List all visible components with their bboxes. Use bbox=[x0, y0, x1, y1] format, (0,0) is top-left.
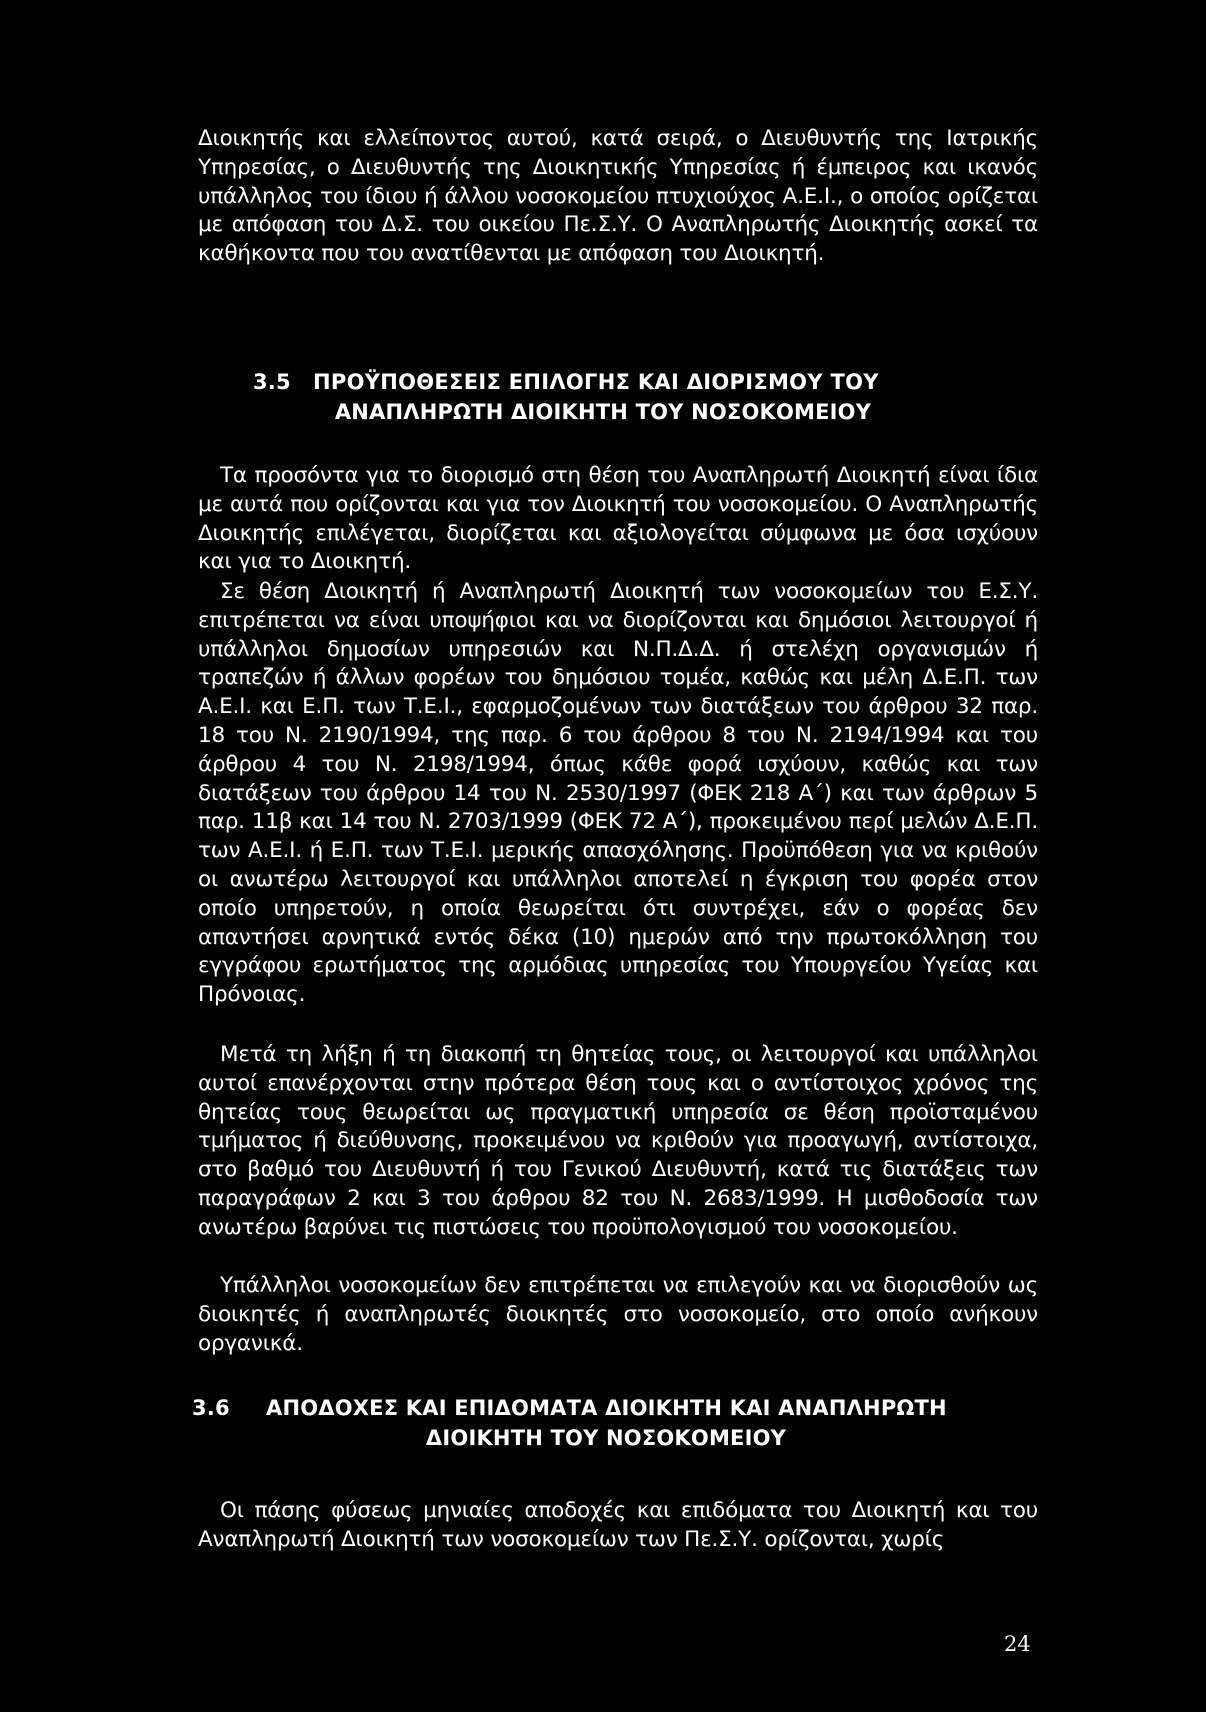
page-number: 24 bbox=[1004, 1632, 1031, 1656]
section-3-5-heading bbox=[253, 368, 953, 426]
section-3-6-title-line1: ΑΠΟΔΟΧΕΣ ΚΑΙ ΕΠΙΔΟΜΑΤΑ ΔΙΟΙΚΗΤΗ ΚΑΙ ΑΝΑΠΛΗΡΩΤΗ bbox=[266, 1396, 947, 1420]
intro-paragraph: Διοικητής και ελλείποντος αυτού, κατά σειρά, ο Διευθυντής της Ιατρικής Υπηρεσίας, ο Διευθυντής της Διοικητικής Υπηρεσίας ή έμπειρος και ικανός υπάλληλος του ίδιου ή άλλου νοσοκομείου πτυχιούχος Α.Ε.Ι., ο οποίος ορίζεται με απόφαση του Δ.Σ. του οικείου Πε.Σ.Υ. Ο Αναπληρωτής Διοικητής ασκεί τα καθήκοντα που του ανατίθενται με απόφαση του Διοικητή. bbox=[198, 126, 1038, 267]
section-3-5-paragraph-4: Υπάλληλοι νοσοκομείων δεν επιτρέπεται να επιλεγούν και να διορισθούν ως διοικητές ή αναπληρωτές διοικητές στο νοσοκομείο, στο οποίο ανήκουν οργανικά. bbox=[198, 1273, 1038, 1356]
section-3-5-number: 3.5 bbox=[253, 370, 291, 394]
section-3-5-title-line2: ΑΝΑΠΛΗΡΩΤΗ ΔΙΟΙΚΗΤΗ ΤΟΥ ΝΟΣΟΚΟΜΕΙΟΥ bbox=[334, 400, 872, 424]
section-3-5-title-line1: ΠΡΟΫΠΟΘΕΣΕΙΣ ΕΠΙΛΟΓΗΣ ΚΑΙ ΔΙΟΡΙΣΜΟΥ ΤΟΥ bbox=[313, 370, 879, 394]
section-3-5-paragraph-1: Τα προσόντα για το διορισμό στη θέση του Αναπληρωτή Διοικητή είναι ίδια με αυτά που ορίζονται και για τον Διοικητή του νοσοκομείου. Ο Αναπληρωτής Διοικητής επιλέγεται, διορίζεται και αξιολογείται σύμφωνα με όσα ισχύουν και για το Διοικητή. bbox=[198, 463, 1038, 575]
section-3-5-paragraph-2: Σε θέση Διοικητή ή Αναπληρωτή Διοικητή των νοσοκομείων του Ε.Σ.Υ. επιτρέπεται να είναι υποψήφιοι και να διορίζονται και δημόσιοι λειτουργοί ή υπάλληλοι δημοσίων υπηρεσιών και Ν.Π.Δ.Δ. ή στελέχη οργανισμών ή τραπεζών ή άλλων φορέων του δημόσιου τομέα, καθώς και μέλη Δ.Ε.Π. των Α.Ε.Ι. και Ε.Π. των Τ.Ε.Ι., εφαρμοζομένων των διατάξεων του άρθρου 32 παρ. 18 του Ν. 2190/1994, της παρ. 6 του άρθρου 8 του Ν. 2194/1994 και του άρθρου 4 του Ν. 2198/1994, όπως κάθε φορά ισχύουν, καθώς και των διατάξεων του άρθρου 14 του Ν. 2530/1997 (ΦΕΚ 218 Α΄) και των άρθρων 5 παρ. 11β και 14 του Ν. 2703/1999 (ΦΕΚ 72 Α΄), προκειμένου περί μελών Δ.Ε.Π. των Α.Ε.Ι. ή Ε.Π. των Τ.Ε.Ι. μερικής απασχόλησης. Προϋπόθεση για να κριθούν οι ανωτέρω λειτουργοί και υπάλληλοι αποτελεί η έγκριση του φορέα στον οποίο υπηρετούν, η οποία θεωρείται ότι συντρέχει, εάν ο φορέας δεν απαντήσει αρνητικά εντός δέκα (10) ημερών από την πρωτοκόλληση του εγγράφου ερωτήματος της αρμόδιας υπηρεσίας του Υπουργείου Υγείας και Πρόνοιας. bbox=[198, 579, 1038, 1008]
section-3-6-paragraph-1: Οι πάσης φύσεως μηνιαίες αποδοχές και επιδόματα του Διοικητή και του Αναπληρωτή Διοικητή των νοσοκομείων των Πε.Σ.Υ. ορίζονται, χωρίς bbox=[198, 1498, 1038, 1552]
section-3-5-paragraph-3: Μετά τη λήξη ή τη διακοπή τη θητείας τους, οι λειτουργοί και υπάλληλοι αυτοί επανέρχονται στην πρότερα θέση τους και ο αντίστοιχος χρόνος της θητείας τους θεωρείται ως πραγματική υπηρεσία σε θέση προϊσταμένου τμήματος ή διεύθυνσης, προκειμένου να κριθούν για προαγωγή, αντίστοιχα, στο βαθμό του Διευθυντή ή του Γενικού Διευθυντή, κατά τις διατάξεις των παραγράφων 2 και 3 του άρθρου 82 του Ν. 2683/1999. Η μισθοδοσία των ανωτέρω βαρύνει τις πιστώσεις του προϋπολογισμού του νοσοκομείου. bbox=[198, 1042, 1038, 1240]
section-3-6-number: 3.6 bbox=[192, 1396, 230, 1420]
section-3-6-heading bbox=[192, 1394, 1012, 1452]
section-3-6-title-line2: ΔΙΟΙΚΗΤΗ ΤΟΥ ΝΟΣΟΚΟΜΕΙΟΥ bbox=[425, 1426, 787, 1450]
